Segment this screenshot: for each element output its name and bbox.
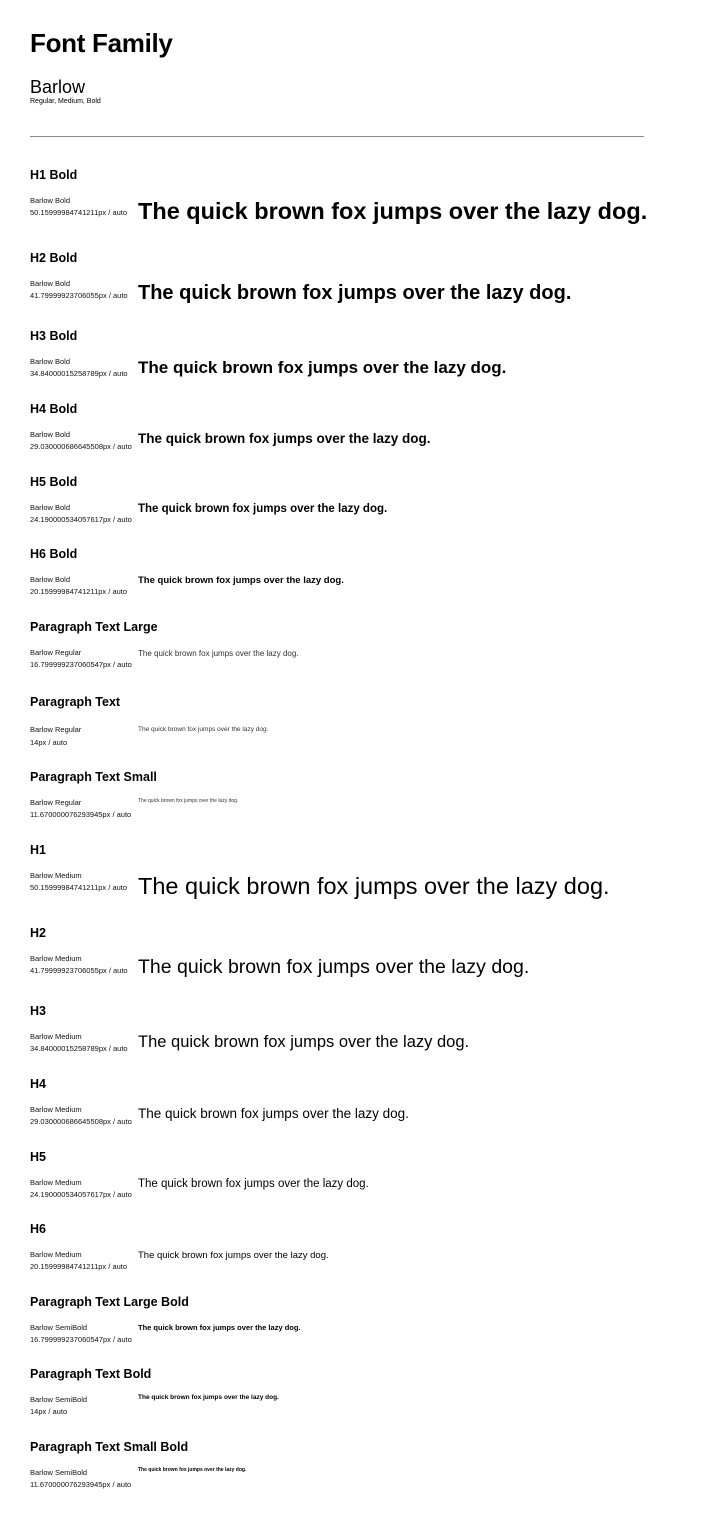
- entry-size: 41.79999923706055px / auto: [30, 966, 128, 975]
- entry-heading: H4 Bold: [30, 402, 78, 416]
- entry-font-name: Barlow Medium: [30, 1105, 82, 1114]
- divider: [30, 136, 644, 137]
- entry-heading: H5 Bold: [30, 475, 78, 489]
- entry-sample: The quick brown fox jumps over the lazy dog.: [138, 649, 299, 658]
- entry-sample: The quick brown fox jumps over the lazy dog.: [138, 956, 530, 978]
- entry-sample: The quick brown fox jumps over the lazy dog.: [138, 358, 507, 377]
- entry-heading: Paragraph Text Bold: [30, 1367, 152, 1381]
- entry-font-name: Barlow Bold: [30, 430, 71, 439]
- entry-font-name: Barlow Bold: [30, 279, 71, 288]
- type-entry-h6-bold: [0, 547, 707, 596]
- type-entry-h1: [0, 843, 707, 899]
- entry-heading: H1 Bold: [30, 168, 78, 182]
- entry-sample: The quick brown fox jumps over the lazy dog.: [138, 198, 648, 224]
- entry-sample: The quick brown fox jumps over the lazy dog.: [138, 503, 388, 515]
- type-entry-h3-bold: [0, 329, 707, 378]
- entry-sample: The quick brown fox jumps over the lazy dog.: [138, 575, 344, 586]
- entry-size: 14px / auto: [30, 1407, 68, 1416]
- entry-heading: Paragraph Text Small: [30, 770, 157, 784]
- entry-heading: Paragraph Text Large Bold: [30, 1295, 189, 1309]
- font-family-name: Barlow: [30, 77, 86, 97]
- entry-sample: The quick brown fox jumps over the lazy dog.: [138, 1323, 301, 1332]
- entry-sample: The quick brown fox jumps over the lazy dog.: [138, 726, 269, 733]
- entry-heading: H6 Bold: [30, 547, 78, 561]
- entry-size: 16.799999237060547px / auto: [30, 1335, 132, 1344]
- entry-heading: H3 Bold: [30, 329, 78, 343]
- entry-font-name: Barlow Medium: [30, 1178, 82, 1187]
- entry-font-name: Barlow SemiBold: [30, 1323, 88, 1332]
- type-entry-paragraph-small-bold: [0, 1440, 707, 1489]
- entry-font-name: Barlow Regular: [30, 725, 82, 734]
- type-entry-h3: [0, 1004, 707, 1053]
- entry-font-name: Barlow Medium: [30, 1250, 82, 1259]
- entry-font-name: Barlow Regular: [30, 798, 82, 807]
- entry-heading: H5: [30, 1150, 46, 1164]
- entry-font-name: Barlow Medium: [30, 871, 82, 880]
- entry-size: 29.030000686645508px / auto: [30, 1117, 132, 1126]
- entry-font-name: Barlow Bold: [30, 503, 71, 512]
- type-entry-h4: [0, 1077, 707, 1126]
- type-entry-h5: [0, 1150, 707, 1199]
- entry-font-name: Barlow Regular: [30, 648, 82, 657]
- type-entry-h6: [0, 1222, 707, 1271]
- type-entry-h4-bold: [0, 402, 707, 451]
- type-entry-paragraph-bold: [0, 1367, 707, 1416]
- entry-font-name: Barlow Medium: [30, 954, 82, 963]
- entry-size: 34.84000015258789px / auto: [30, 369, 128, 378]
- entry-size: 20.15999984741211px / auto: [30, 587, 128, 596]
- type-entry-paragraph-large: [0, 620, 707, 669]
- entry-font-name: Barlow Bold: [30, 575, 71, 584]
- entry-size: 16.799999237060547px / auto: [30, 660, 132, 669]
- type-entry-paragraph: [0, 695, 707, 747]
- entry-sample: The quick brown fox jumps over the lazy dog.: [138, 1250, 329, 1261]
- entry-size: 11.670000076293945px / auto: [30, 1480, 132, 1489]
- entry-font-name: Barlow Bold: [30, 196, 71, 205]
- entry-font-name: Barlow Medium: [30, 1032, 82, 1041]
- entry-size: 14px / auto: [30, 738, 68, 747]
- type-entry-paragraph-large-bold: [0, 1295, 707, 1344]
- entry-sample: The quick brown fox jumps over the lazy dog.: [138, 873, 610, 899]
- entry-heading: Paragraph Text Small Bold: [30, 1440, 189, 1454]
- entry-heading: H4: [30, 1077, 46, 1091]
- entry-heading: H2 Bold: [30, 251, 78, 265]
- type-entry-h2-bold: [0, 251, 707, 304]
- entry-size: 50.15999984741211px / auto: [30, 883, 128, 892]
- entry-sample: The quick brown fox jumps over the lazy dog.: [138, 1467, 247, 1473]
- entry-size: 29.030000686645508px / auto: [30, 442, 132, 451]
- entry-heading: H3: [30, 1004, 46, 1018]
- entry-sample: The quick brown fox jumps over the lazy dog.: [138, 282, 572, 304]
- entry-sample: The quick brown fox jumps over the lazy dog.: [138, 798, 239, 804]
- entry-heading: H1: [30, 843, 46, 857]
- type-entry-h1-bold: [0, 168, 707, 224]
- entry-heading: Paragraph Text: [30, 695, 121, 709]
- page-title: Font Family: [30, 28, 173, 58]
- entry-heading: Paragraph Text Large: [30, 620, 158, 634]
- entry-font-name: Barlow Bold: [30, 357, 71, 366]
- entry-size: 34.84000015258789px / auto: [30, 1044, 128, 1053]
- entry-size: 11.670000076293945px / auto: [30, 810, 132, 819]
- entry-font-name: Barlow SemiBold: [30, 1468, 88, 1477]
- entry-size: 20.15999984741211px / auto: [30, 1262, 128, 1271]
- entry-sample: The quick brown fox jumps over the lazy dog.: [138, 1178, 369, 1190]
- entry-font-name: Barlow SemiBold: [30, 1395, 88, 1404]
- entry-size: 24.190000534057617px / auto: [30, 515, 132, 524]
- entry-sample: The quick brown fox jumps over the lazy dog.: [138, 431, 431, 446]
- entry-size: 41.79999923706055px / auto: [30, 291, 128, 300]
- entry-heading: H2: [30, 926, 46, 940]
- type-entry-h2: [0, 926, 707, 978]
- entry-size: 24.190000534057617px / auto: [30, 1190, 132, 1199]
- entry-sample: The quick brown fox jumps over the lazy dog.: [138, 1394, 279, 1401]
- type-entry-h5-bold: [0, 475, 707, 524]
- entry-heading: H6: [30, 1222, 46, 1236]
- type-entry-paragraph-small: [0, 770, 707, 819]
- entry-sample: The quick brown fox jumps over the lazy dog.: [138, 1033, 470, 1051]
- entry-size: 50.15999984741211px / auto: [30, 208, 128, 217]
- font-family-weights: Regular, Medium, Bold: [30, 98, 101, 105]
- entry-sample: The quick brown fox jumps over the lazy dog.: [138, 1106, 409, 1121]
